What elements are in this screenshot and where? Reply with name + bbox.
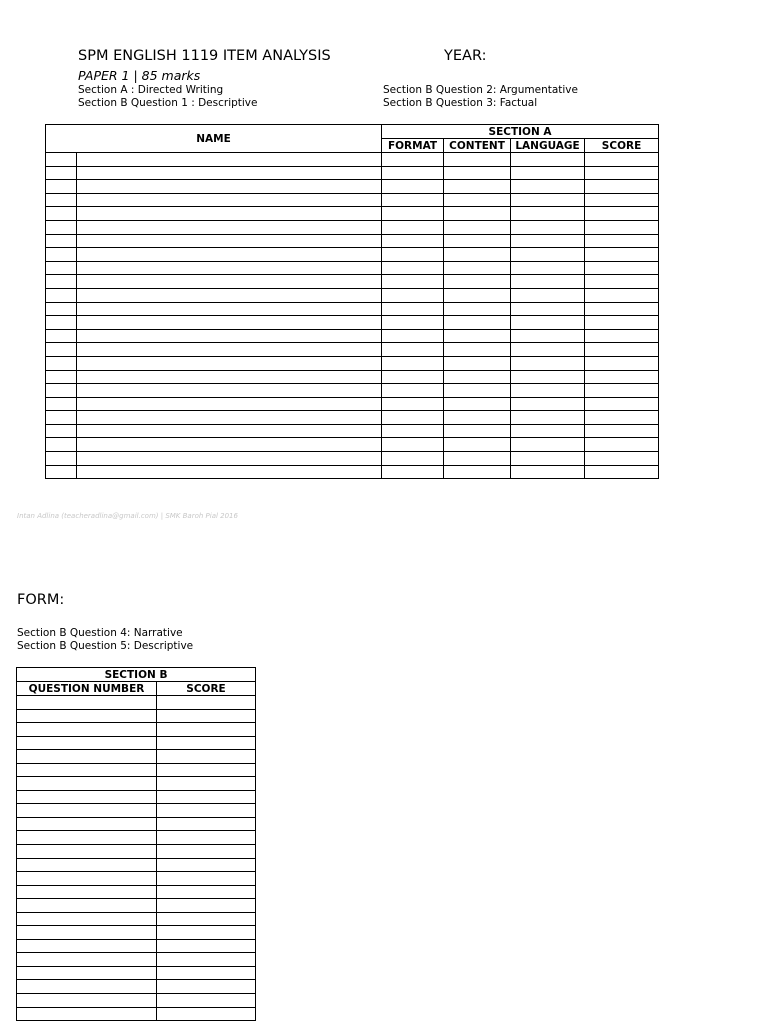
blank-cell: [77, 193, 382, 207]
score-column-header: SCORE: [585, 139, 659, 153]
table-row: [17, 763, 256, 777]
section-b-q2-label: Section B Question 2: Argumentative: [383, 84, 578, 96]
blank-cell: [444, 424, 511, 438]
table-row: [46, 207, 659, 221]
blank-cell: [444, 452, 511, 466]
blank-cell: [444, 316, 511, 330]
blank-cell: [382, 356, 444, 370]
blank-cell: [157, 994, 256, 1008]
blank-cell: [157, 709, 256, 723]
blank-cell: [77, 220, 382, 234]
blank-cell: [382, 465, 444, 479]
score-b-column-header: SCORE: [157, 682, 256, 696]
table-row: [46, 411, 659, 425]
paper-info: PAPER 1 | 85 marks: [78, 68, 201, 83]
section-a-label: Section A : Directed Writing: [78, 84, 224, 96]
blank-cell: [157, 696, 256, 710]
blank-cell: [77, 438, 382, 452]
blank-cell: [382, 207, 444, 221]
blank-cell: [444, 411, 511, 425]
table-row: [46, 465, 659, 479]
blank-cell: [382, 452, 444, 466]
blank-cell: [585, 465, 659, 479]
blank-cell: [511, 452, 585, 466]
blank-cell: [511, 343, 585, 357]
table-row: [17, 696, 256, 710]
language-column-header: LANGUAGE: [511, 139, 585, 153]
blank-cell: [17, 872, 157, 886]
blank-cell: [77, 424, 382, 438]
table-row: [46, 424, 659, 438]
blank-cell: [444, 180, 511, 194]
table-row: [46, 370, 659, 384]
blank-cell: [444, 384, 511, 398]
blank-cell: [585, 166, 659, 180]
blank-cell: [17, 939, 157, 953]
blank-cell: [17, 1007, 157, 1021]
blank-cell: [444, 166, 511, 180]
blank-cell: [17, 953, 157, 967]
blank-cell: [585, 329, 659, 343]
blank-cell: [77, 234, 382, 248]
section-a-table: [45, 124, 659, 479]
blank-cell: [46, 302, 77, 316]
blank-cell: [17, 845, 157, 859]
blank-cell: [46, 384, 77, 398]
section-b-q5-label: Section B Question 5: Descriptive: [17, 640, 194, 652]
blank-cell: [585, 438, 659, 452]
blank-cell: [444, 234, 511, 248]
table-row: [17, 966, 256, 980]
question-number-column-header: QUESTION NUMBER: [17, 682, 157, 696]
table-row: [46, 261, 659, 275]
blank-cell: [585, 275, 659, 289]
section-b-header: SECTION B: [17, 668, 256, 682]
blank-cell: [46, 411, 77, 425]
blank-cell: [511, 424, 585, 438]
blank-cell: [382, 424, 444, 438]
blank-cell: [77, 166, 382, 180]
blank-cell: [157, 885, 256, 899]
blank-cell: [77, 411, 382, 425]
blank-cell: [585, 302, 659, 316]
blank-cell: [46, 180, 77, 194]
blank-cell: [17, 804, 157, 818]
blank-cell: [77, 316, 382, 330]
blank-cell: [585, 356, 659, 370]
blank-cell: [585, 207, 659, 221]
blank-cell: [444, 153, 511, 167]
table-row: [46, 329, 659, 343]
blank-cell: [157, 1007, 256, 1021]
blank-cell: [157, 763, 256, 777]
blank-cell: [382, 329, 444, 343]
table-row: [46, 180, 659, 194]
page-title: SPM ENGLISH 1119 ITEM ANALYSIS: [78, 48, 331, 64]
table-row: [46, 275, 659, 289]
blank-cell: [157, 899, 256, 913]
blank-cell: [157, 980, 256, 994]
blank-cell: [444, 288, 511, 302]
blank-cell: [17, 912, 157, 926]
blank-cell: [77, 180, 382, 194]
blank-cell: [77, 261, 382, 275]
table-row: [46, 452, 659, 466]
blank-cell: [157, 831, 256, 845]
footer-credit: Intan Adlina (teacheradlina@gmail.com) | SMK Baroh Pial 2016: [17, 512, 238, 520]
blank-cell: [46, 465, 77, 479]
blank-cell: [511, 302, 585, 316]
blank-cell: [17, 777, 157, 791]
blank-cell: [382, 316, 444, 330]
section-a-header: SECTION A: [382, 125, 659, 139]
blank-cell: [511, 384, 585, 398]
blank-cell: [157, 926, 256, 940]
blank-cell: [511, 316, 585, 330]
blank-cell: [157, 845, 256, 859]
name-column-header: NAME: [46, 125, 382, 153]
blank-cell: [585, 397, 659, 411]
section-b-q4-label: Section B Question 4: Narrative: [17, 627, 183, 639]
blank-cell: [17, 763, 157, 777]
blank-cell: [17, 980, 157, 994]
blank-cell: [585, 452, 659, 466]
blank-cell: [46, 370, 77, 384]
table-row: [46, 438, 659, 452]
blank-cell: [157, 939, 256, 953]
blank-cell: [382, 343, 444, 357]
blank-cell: [444, 248, 511, 262]
blank-cell: [382, 302, 444, 316]
blank-cell: [444, 438, 511, 452]
table-row: [17, 845, 256, 859]
blank-cell: [77, 465, 382, 479]
blank-cell: [17, 790, 157, 804]
blank-cell: [382, 370, 444, 384]
table-row: [46, 384, 659, 398]
table-row: [17, 790, 256, 804]
blank-cell: [157, 736, 256, 750]
blank-cell: [511, 234, 585, 248]
blank-cell: [585, 248, 659, 262]
blank-cell: [511, 153, 585, 167]
blank-cell: [444, 261, 511, 275]
blank-cell: [157, 777, 256, 791]
table-row: [46, 248, 659, 262]
table-row: [46, 316, 659, 330]
blank-cell: [17, 885, 157, 899]
section-b-q1-label: Section B Question 1 : Descriptive: [78, 97, 258, 109]
blank-cell: [444, 397, 511, 411]
blank-cell: [17, 696, 157, 710]
blank-cell: [382, 193, 444, 207]
blank-cell: [585, 220, 659, 234]
blank-cell: [585, 411, 659, 425]
blank-cell: [382, 288, 444, 302]
blank-cell: [157, 804, 256, 818]
blank-cell: [511, 356, 585, 370]
form-label: FORM:: [17, 592, 65, 608]
blank-cell: [444, 207, 511, 221]
blank-cell: [17, 750, 157, 764]
blank-cell: [17, 736, 157, 750]
blank-cell: [46, 234, 77, 248]
table-row: [46, 220, 659, 234]
blank-cell: [157, 723, 256, 737]
blank-cell: [17, 858, 157, 872]
blank-cell: [585, 288, 659, 302]
blank-cell: [17, 817, 157, 831]
blank-cell: [77, 452, 382, 466]
blank-cell: [77, 248, 382, 262]
blank-cell: [17, 723, 157, 737]
table-row: [17, 885, 256, 899]
blank-cell: [157, 817, 256, 831]
table-row: [17, 953, 256, 967]
blank-cell: [46, 438, 77, 452]
blank-cell: [77, 384, 382, 398]
blank-cell: [444, 343, 511, 357]
table-row: [17, 994, 256, 1008]
blank-cell: [382, 180, 444, 194]
blank-cell: [382, 397, 444, 411]
blank-cell: [77, 275, 382, 289]
blank-cell: [17, 831, 157, 845]
table-row: [46, 234, 659, 248]
table-row: [17, 939, 256, 953]
blank-cell: [157, 790, 256, 804]
blank-cell: [585, 384, 659, 398]
blank-cell: [511, 465, 585, 479]
blank-cell: [157, 750, 256, 764]
blank-cell: [444, 302, 511, 316]
blank-cell: [511, 370, 585, 384]
blank-cell: [382, 166, 444, 180]
table-row: [17, 804, 256, 818]
blank-cell: [382, 248, 444, 262]
blank-cell: [46, 220, 77, 234]
blank-cell: [77, 356, 382, 370]
blank-cell: [46, 261, 77, 275]
blank-cell: [46, 166, 77, 180]
blank-cell: [46, 248, 77, 262]
blank-cell: [77, 207, 382, 221]
blank-cell: [585, 180, 659, 194]
blank-cell: [511, 220, 585, 234]
blank-cell: [46, 288, 77, 302]
blank-cell: [585, 234, 659, 248]
blank-cell: [382, 438, 444, 452]
blank-cell: [444, 370, 511, 384]
section-b-q3-label: Section B Question 3: Factual: [383, 97, 538, 109]
table-row: [17, 709, 256, 723]
blank-cell: [585, 153, 659, 167]
blank-cell: [77, 302, 382, 316]
table-row: [17, 858, 256, 872]
table-row: [17, 817, 256, 831]
blank-cell: [585, 424, 659, 438]
blank-cell: [46, 452, 77, 466]
table-row: [17, 777, 256, 791]
blank-cell: [585, 316, 659, 330]
blank-cell: [585, 261, 659, 275]
blank-cell: [444, 356, 511, 370]
table-row: [46, 166, 659, 180]
table-row: [17, 872, 256, 886]
blank-cell: [382, 234, 444, 248]
content-column-header: CONTENT: [444, 139, 511, 153]
blank-cell: [382, 411, 444, 425]
blank-cell: [77, 343, 382, 357]
blank-cell: [17, 994, 157, 1008]
blank-cell: [46, 329, 77, 343]
blank-cell: [382, 261, 444, 275]
blank-cell: [157, 872, 256, 886]
blank-cell: [46, 193, 77, 207]
format-column-header: FORMAT: [382, 139, 444, 153]
blank-cell: [511, 288, 585, 302]
blank-cell: [511, 275, 585, 289]
blank-cell: [77, 288, 382, 302]
blank-cell: [157, 966, 256, 980]
blank-cell: [585, 343, 659, 357]
blank-cell: [511, 248, 585, 262]
blank-cell: [511, 411, 585, 425]
table-row: [46, 193, 659, 207]
blank-cell: [46, 316, 77, 330]
blank-cell: [46, 343, 77, 357]
blank-cell: [382, 220, 444, 234]
table-row: [17, 926, 256, 940]
blank-cell: [17, 709, 157, 723]
blank-cell: [77, 153, 382, 167]
blank-cell: [46, 397, 77, 411]
table-row: [46, 356, 659, 370]
blank-cell: [585, 370, 659, 384]
blank-cell: [444, 193, 511, 207]
table-row: [46, 288, 659, 302]
blank-cell: [157, 858, 256, 872]
blank-cell: [46, 424, 77, 438]
blank-cell: [511, 329, 585, 343]
section-b-table: [16, 667, 256, 1021]
blank-cell: [444, 275, 511, 289]
table-row: [17, 723, 256, 737]
table-row: [17, 750, 256, 764]
blank-cell: [585, 193, 659, 207]
blank-cell: [511, 438, 585, 452]
table-row: [46, 343, 659, 357]
blank-cell: [382, 384, 444, 398]
blank-cell: [511, 180, 585, 194]
table-row: [17, 736, 256, 750]
blank-cell: [77, 329, 382, 343]
blank-cell: [382, 153, 444, 167]
blank-cell: [46, 153, 77, 167]
blank-cell: [511, 166, 585, 180]
blank-cell: [157, 912, 256, 926]
blank-cell: [46, 207, 77, 221]
table-row: [17, 899, 256, 913]
table-row: [17, 912, 256, 926]
blank-cell: [444, 220, 511, 234]
blank-cell: [511, 207, 585, 221]
blank-cell: [157, 953, 256, 967]
blank-cell: [46, 275, 77, 289]
table-row: [17, 1007, 256, 1021]
blank-cell: [17, 899, 157, 913]
table-row: [46, 153, 659, 167]
blank-cell: [77, 397, 382, 411]
table-row: [17, 980, 256, 994]
blank-cell: [444, 465, 511, 479]
table-row: [46, 302, 659, 316]
blank-cell: [46, 356, 77, 370]
table-row: [17, 831, 256, 845]
blank-cell: [444, 329, 511, 343]
blank-cell: [511, 261, 585, 275]
year-label: YEAR:: [444, 48, 487, 64]
blank-cell: [17, 966, 157, 980]
blank-cell: [17, 926, 157, 940]
blank-cell: [382, 275, 444, 289]
blank-cell: [511, 397, 585, 411]
blank-cell: [511, 193, 585, 207]
blank-cell: [77, 370, 382, 384]
table-row: [46, 397, 659, 411]
